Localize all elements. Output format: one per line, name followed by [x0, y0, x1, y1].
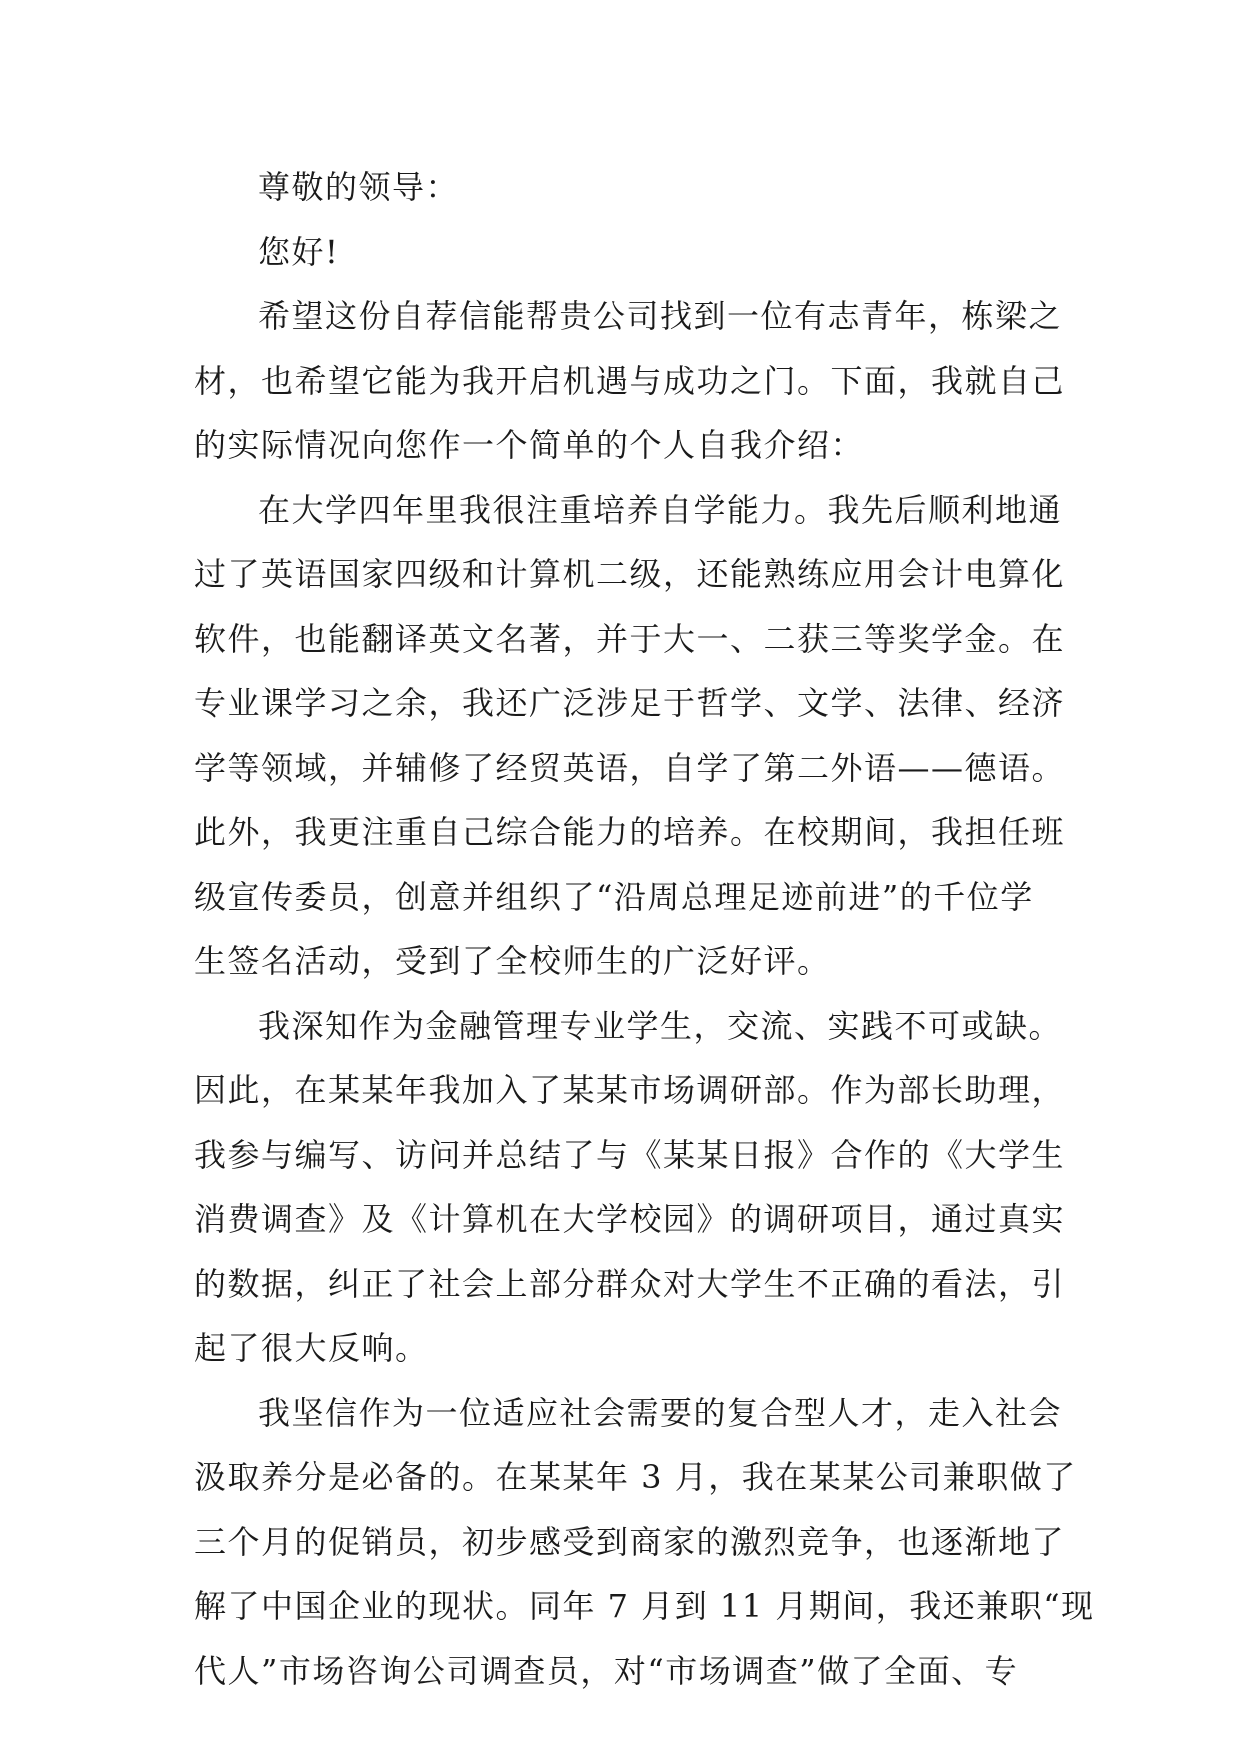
text-line: 消费调查》及《计算机在大学校园》的调研项目，通过真实 — [194, 1200, 1066, 1238]
text-line: 材，也希望它能为我开启机遇与成功之门。下面，我就自己 — [194, 361, 1066, 400]
text-line: 因此，在某某年我加入了某某市场调研部。作为部长助理， — [194, 1071, 1066, 1109]
text-line: 软件，也能翻译英文名著，并于大一、二获三等奖学金。在 — [194, 619, 1066, 658]
text-line: 解了中国企业的现状。同年 7 月到 11 月期间，我还兼职“现 — [194, 1587, 1095, 1625]
text-line: 生签名活动，受到了全校师生的广泛好评。 — [194, 942, 831, 980]
text-line: 我参与编写、访问并总结了与《某某日报》合作的《大学生 — [194, 1135, 1066, 1174]
text-line: 三个月的促销员，初步感受到商家的激烈竞争，也逐渐地了 — [194, 1522, 1066, 1561]
text-line: 此外，我更注重自己综合能力的培养。在校期间，我担任班 — [194, 813, 1066, 851]
text-line: 在大学四年里我很注重培养自学能力。我先后顺利地通 — [258, 490, 1063, 529]
text-line: 过了英语国家四级和计算机二级，还能熟练应用会计电算化 — [194, 555, 1066, 593]
letter-body — [194, 155, 1095, 1703]
text-line: 学等领域，并辅修了经贸英语，自学了第二外语——德语。 — [194, 748, 1066, 787]
text-line: 起了很大反响。 — [194, 1329, 429, 1367]
text-line: 级宣传委员，创意并组织了“沿周总理足迹前进”的千位学 — [194, 877, 1034, 916]
text-line: 的实际情况向您作一个简单的个人自我介绍： — [194, 426, 865, 464]
text-line: 汲取养分是必备的。在某某年 3 月，我在某某公司兼职做了 — [194, 1458, 1077, 1496]
text-line: 希望这份自荐信能帮贵公司找到一位有志青年，栋梁之 — [258, 297, 1063, 335]
text-line: 我坚信作为一位适应社会需要的复合型人才，走入社会 — [258, 1393, 1063, 1432]
text-line: 尊敬的领导： — [258, 168, 460, 206]
text-line: 代人”市场咨询公司调查员，对“市场调查”做了全面、专 — [194, 1651, 1019, 1690]
text-line: 我深知作为金融管理专业学生，交流、实践不可或缺。 — [258, 1006, 1063, 1045]
text-line: 专业课学习之余，我还广泛涉足于哲学、文学、法律、经济 — [194, 684, 1066, 722]
text-line: 的数据，纠正了社会上部分群众对大学生不正确的看法，引 — [194, 1264, 1066, 1303]
text-line: 您好! — [258, 232, 340, 271]
